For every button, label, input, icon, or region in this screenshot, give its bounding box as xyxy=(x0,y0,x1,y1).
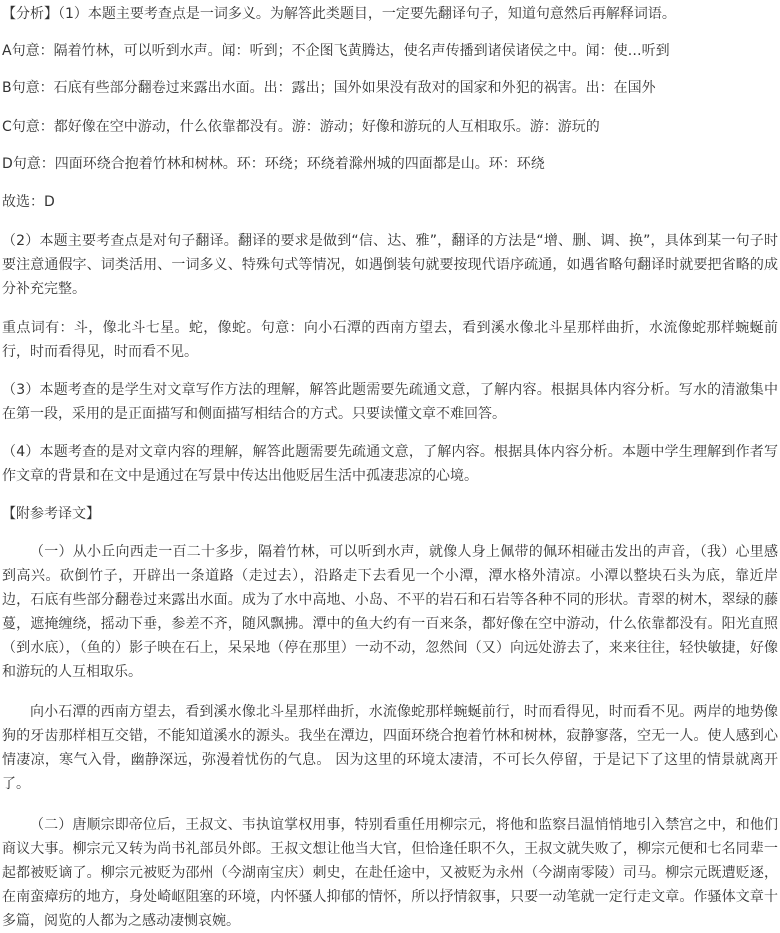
translation-paragraph-1: （一）从小丘向西走一百二十多步，隔着竹林，可以听到水声，就像人身上佩带的佩环相碰击发出的声音，（我）心里感到高兴。砍倒竹子，开辟出一条道路（走过去），沿路走下去看见一个小潭，潭水格外清凉。小潭以整块石头为底，靠近岸边，石底有些部分翻卷过来露出水面。成为了水中高地、小岛、不平的岩石和石岩等各种不同的形状。青翠的树木，翠绿的藤蔓，遮掩缠绕，摇动下垂，参差不齐，随风飘拂。潭中的鱼大约有一百来条，都好像在空中游动，什么依靠都没有。阳光直照（到水底），（鱼的）影子映在石上，呆呆地（停在那里）一动不动，忽然间（又）向远处游去了，来来往往，轻快敏捷，好像和游玩的人互相取乐。 xyxy=(2,544,778,680)
keywords-explanation: 重点词有：斗，像北斗七星。蛇，像蛇。句意：向小石潭的西南方望去，看到溪水像北斗星那样曲折，水流像蛇那样蜿蜒前行，时而看得见，时而看不见。 xyxy=(2,320,778,360)
analysis-intro: 【分析】（1）本题主要考查点是一词多义。为解答此类题目，一定要先翻译句子，知道句意然后再解释词语。 xyxy=(2,6,676,22)
option-a-explanation: A句意：隔着竹林，可以听到水声。闻：听到；不企图飞黄腾达，使名声传播到诸侯诸侯之中。闻：使…听到 xyxy=(2,43,670,59)
translation-paragraph-3: （二）唐顺宗即帝位后，王叔文、韦执谊掌权用事，特别看重任用柳宗元，将他和监察吕温悄悄地引入禁宫之中，和他们商议大事。柳宗元又转为尚书礼部员外郎。王叔文想让他当大官，但恰逢任职不久，王叔文就失败了，柳宗元便和七名同辈一起都被贬谪了。柳宗元被贬为邵州（今湖南宝庆）刺史，在赴任途中，又被贬为永州（今湖南零陵）司马。柳宗元既遭贬逐，在南蛮瘴疠的地方，身处崎岖阻塞的环境，内怀骚人抑郁的情怀，所以抒情叙事，只要一动笔就一定行走文章。作骚体文章十多篇，阅览的人都为之感动凄恻哀婉。 xyxy=(2,817,778,929)
option-b-explanation: B句意：石底有些部分翻卷过来露出水面。出：露出；国外如果没有敌对的国家和外犯的祸害。出：在国外 xyxy=(2,80,656,96)
question-2-analysis: （2）本题主要考查点是对句子翻译。翻译的要求是做到“信、达、雅”，翻译的方法是“增、删、调、换”，具体到某一句子时要注意通假字、词类活用、一词多义、特殊句式等情况，如遇倒装句就要按现代语序疏通，如遇省略句翻译时就要把省略的成分补充完整。 xyxy=(2,233,778,297)
translation-paragraph-2: 向小石潭的西南方望去，看到溪水像北斗星那样曲折，水流像蛇那样蜿蜒前行，时而看得见，时而看不见。两岸的地势像狗的牙齿那样相互交错，不能知道溪水的源头。我坐在潭边，四面环绕合抱着竹林和树林，寂静寥落，空无一人。使人感到心情凄凉，寒气入骨，幽静深远，弥漫着忧伤的气息。 因为这里的环境太凄清，不可长久停留，于是记下了这里的情景就离开了。 xyxy=(2,704,778,792)
question-4-analysis: （4）本题考查的是对文章内容的理解，解答此题需要先疏通文意，了解内容。根据具体内容分析。本题中学生理解到作者写作文章的背景和在文中是通过在写景中传达出他贬居生活中孤凄悲凉的心境。 xyxy=(2,444,778,484)
translation-heading: 【附参考译文】 xyxy=(2,506,100,522)
answer-choice: 故选：D xyxy=(2,194,55,210)
question-3-analysis: （3）本题考查的是学生对文章写作方法的理解，解答此题需要先疏通文意，了解内容。根据具体内容分析。写水的清澈集中在第一段，采用的是正面描写和侧面描写相结合的方式。只要读懂文章不难回答。 xyxy=(2,382,778,422)
option-c-explanation: C句意：都好像在空中游动，什么依靠都没有。游：游动；好像和游玩的人互相取乐。游：游玩的 xyxy=(2,119,600,135)
option-d-explanation: D句意：四面环绕合抱着竹林和树林。环：环绕；环绕着滁州城的四面都是山。环：环绕 xyxy=(2,156,545,172)
